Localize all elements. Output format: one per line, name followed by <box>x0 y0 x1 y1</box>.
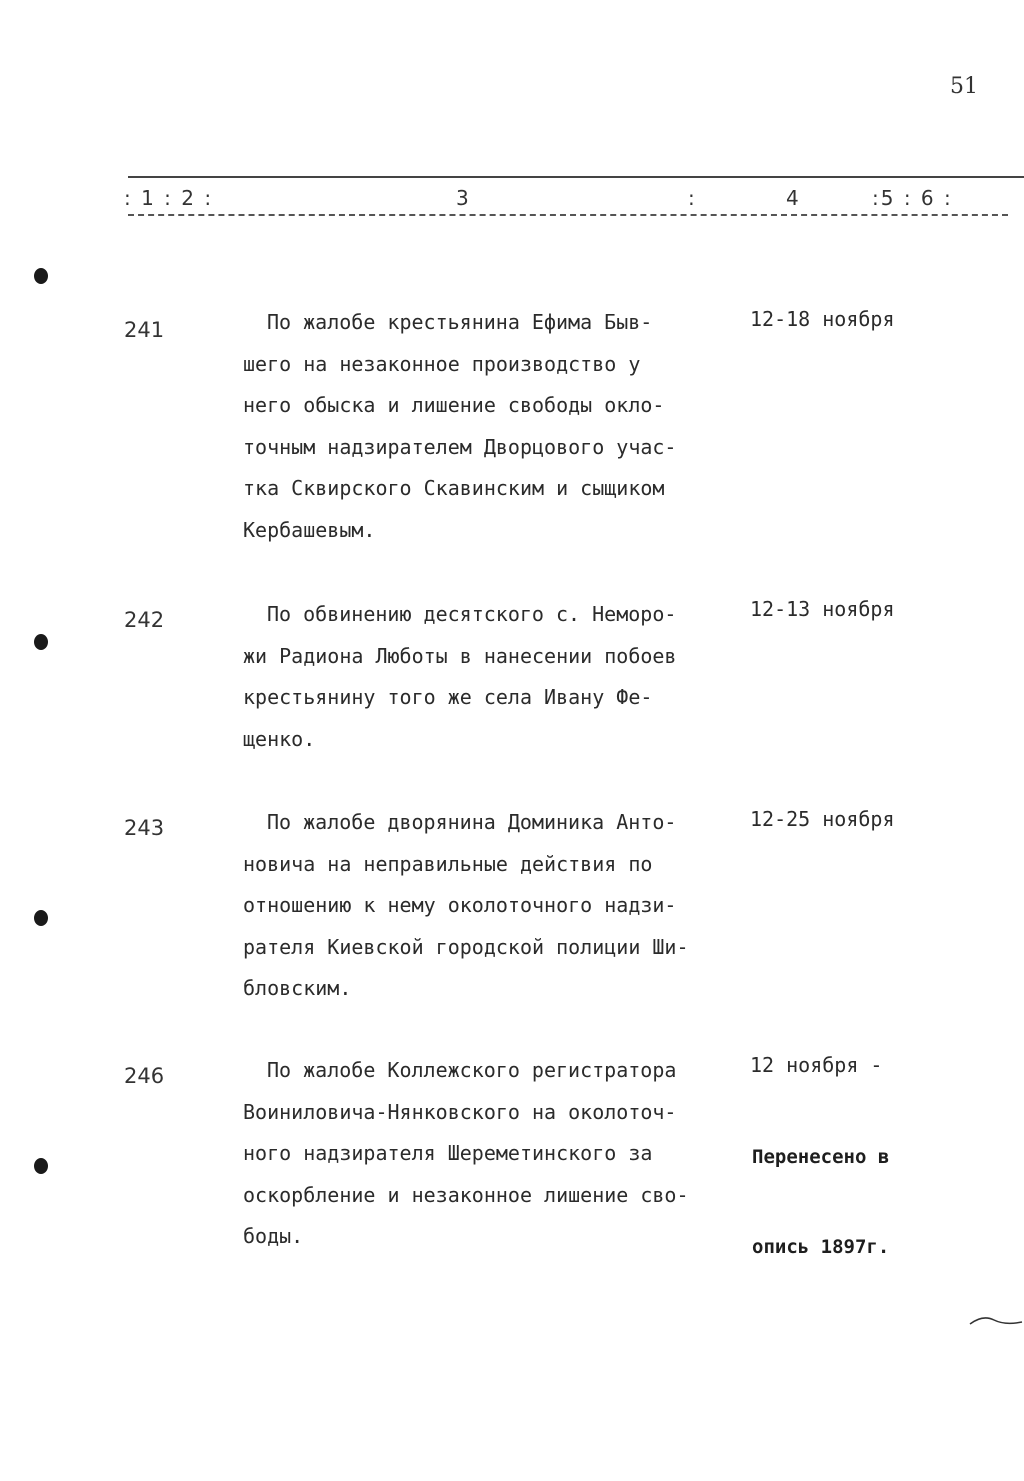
header-rule-top <box>128 176 1024 178</box>
transfer-note-line: Перенесено в <box>752 1146 890 1168</box>
entry-line: шего на незаконное производство у <box>243 351 641 376</box>
entry-number: 246 <box>124 1064 165 1088</box>
header-rule-bottom <box>128 214 1008 216</box>
entry-description <box>243 594 713 760</box>
entry-date: 12-13 ноября <box>750 597 895 621</box>
column-header-separator: : <box>688 186 697 210</box>
entry-line: него обыска и лишение свободы окло- <box>243 393 665 417</box>
entry-description <box>243 302 713 551</box>
entry-date: 12-18 ноября <box>750 307 895 331</box>
entry-line: рателя Киевской городской полиции Ши- <box>243 934 689 959</box>
column-header-3: 3 <box>456 186 471 210</box>
entry-line: По жалобе дворянина Доминика Анто- <box>267 810 677 834</box>
entry-date: 12 ноября - <box>750 1053 883 1077</box>
entry-description <box>243 802 713 1010</box>
entry-line: бловским. <box>243 976 352 1000</box>
entry-description <box>243 1050 713 1258</box>
entry-line: щенко. <box>243 726 316 751</box>
entry-line: крестьянину того же села Ивану Фе- <box>243 685 653 709</box>
entry-line: ного надзирателя Шереметинского за <box>243 1141 653 1165</box>
handwritten-mark <box>968 1310 1024 1332</box>
punch-hole <box>34 1158 48 1174</box>
entry-line: По обвинению десятского с. Неморо- <box>267 602 677 626</box>
entry-line: оскорбление и незаконное лишение сво- <box>243 1182 689 1207</box>
punch-hole <box>34 634 48 650</box>
column-header-4: 4 <box>786 186 801 210</box>
column-header-5-6: :5 : 6 : <box>872 186 953 210</box>
entry-line: Кербашевым. <box>243 517 376 542</box>
entry-number: 242 <box>124 608 165 632</box>
entry-line: жи Радиона Люботы в нанесении побоев <box>243 643 677 668</box>
entry-line: отношению к нему околоточного надзи- <box>243 893 677 917</box>
entry-line: точным надзирателем Дворцового учас- <box>243 434 677 459</box>
entry-line: По жалобе Коллежского регистратора <box>267 1058 677 1082</box>
entry-date: 12-25 ноября <box>750 807 895 831</box>
transfer-note-line: опись 1897г. <box>752 1236 890 1258</box>
entry-line: тка Сквирского Скавинским и сыщиком <box>243 476 665 500</box>
entry-line: По жалобе крестьянина Ефима Быв- <box>267 310 653 334</box>
punch-hole <box>34 910 48 926</box>
entry-number: 241 <box>124 318 165 342</box>
column-header-1-2: : 1 : 2 : <box>124 186 214 210</box>
entry-line: Воиниловича-Нянковского на околоточ- <box>243 1099 677 1124</box>
transfer-note <box>752 1082 889 1292</box>
entry-number: 243 <box>124 816 165 840</box>
page-number: 51 <box>950 74 978 99</box>
punch-hole <box>34 268 48 284</box>
entry-line: боды. <box>243 1224 304 1248</box>
entry-line: новича на неправильные действия по <box>243 851 653 876</box>
